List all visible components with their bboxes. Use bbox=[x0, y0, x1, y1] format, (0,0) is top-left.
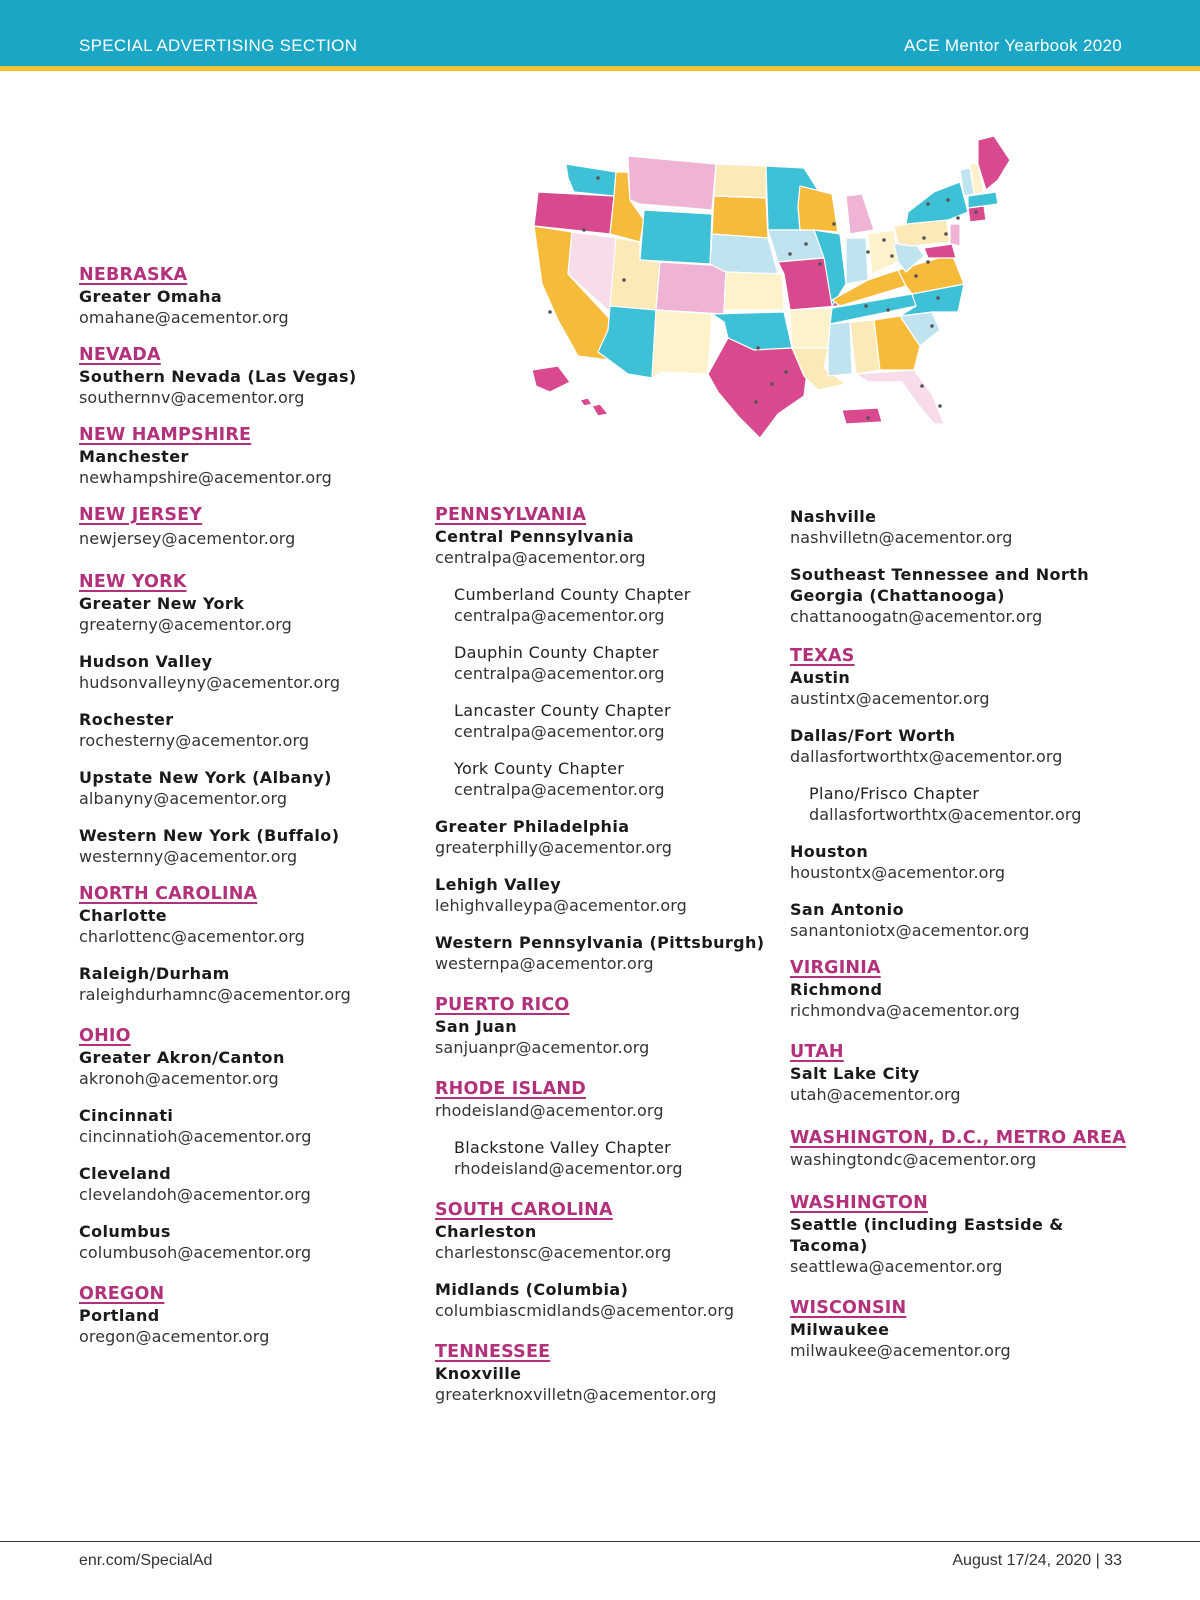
chapter-email[interactable]: charlottenc@acementor.org bbox=[79, 927, 305, 946]
chapter-email[interactable]: dallasfortworthtx@acementor.org bbox=[790, 747, 1063, 766]
chapter-name: Milwaukee bbox=[790, 1320, 890, 1339]
state-hi-1 bbox=[580, 398, 592, 406]
chapter-name: Houston bbox=[790, 842, 869, 861]
state-section-rhode-island bbox=[435, 1078, 780, 1121]
state-heading[interactable]: NORTH CAROLINA bbox=[79, 884, 258, 904]
state-wy bbox=[640, 210, 712, 264]
chapter-email[interactable]: sanjuanpr@acementor.org bbox=[435, 1038, 650, 1057]
chapter-name: Lancaster County Chapter bbox=[454, 701, 671, 720]
state-sd bbox=[712, 196, 768, 238]
chapter-entry bbox=[79, 709, 419, 751]
chapter-email[interactable]: utah@acementor.org bbox=[790, 1085, 961, 1104]
chapter-entry bbox=[79, 767, 419, 809]
sub-chapter-entry bbox=[435, 1137, 780, 1179]
page-header bbox=[0, 0, 1200, 66]
chapter-email[interactable]: dallasfortworthtx@acementor.org bbox=[809, 805, 1082, 824]
sub-chapter-entry bbox=[435, 700, 780, 742]
state-section-oregon bbox=[79, 1283, 419, 1347]
publication-title: ACE Mentor Yearbook 2020 bbox=[904, 36, 1122, 55]
state-wa bbox=[566, 164, 616, 196]
chapter-email[interactable]: washingtondc@acementor.org bbox=[790, 1150, 1037, 1169]
chapter-email[interactable]: richmondva@acementor.org bbox=[790, 1001, 1020, 1020]
state-hi-2 bbox=[592, 404, 608, 416]
chapter-entry bbox=[435, 816, 780, 858]
state-heading[interactable]: NEW HAMPSHIRE bbox=[79, 425, 252, 445]
state-heading[interactable]: PUERTO RICO bbox=[435, 995, 570, 1015]
chapter-email[interactable]: centralpa@acementor.org bbox=[454, 722, 665, 741]
state-heading[interactable]: RHODE ISLAND bbox=[435, 1079, 586, 1099]
chapter-name: Greater New York bbox=[79, 594, 245, 613]
state-heading[interactable]: TENNESSEE bbox=[435, 1342, 551, 1362]
state-mi bbox=[846, 194, 874, 234]
state-section-ohio bbox=[79, 1025, 419, 1089]
state-nd bbox=[714, 164, 766, 198]
chapter-email[interactable]: columbusoh@acementor.org bbox=[79, 1243, 312, 1262]
chapter-email[interactable]: rhodeisland@acementor.org bbox=[435, 1101, 664, 1120]
chapter-email[interactable]: lehighvalleypa@acementor.org bbox=[435, 896, 687, 915]
chapter-name: Knoxville bbox=[435, 1364, 522, 1383]
chapter-email[interactable]: houstontx@acementor.org bbox=[790, 863, 1006, 882]
state-heading[interactable]: NEW YORK bbox=[79, 572, 187, 592]
chapter-email[interactable]: seattlewa@acementor.org bbox=[790, 1257, 1003, 1276]
chapter-name: Plano/Frisco Chapter bbox=[809, 784, 980, 803]
chapter-email[interactable]: greaterphilly@acementor.org bbox=[435, 838, 673, 857]
chapter-entry bbox=[79, 963, 419, 1005]
directory-column-3 bbox=[790, 506, 1130, 1377]
directory-column-2 bbox=[435, 504, 780, 1421]
us-map-icon bbox=[528, 134, 1038, 450]
chapter-name: Cumberland County Chapter bbox=[454, 585, 691, 604]
state-heading[interactable]: PENNSYLVANIA bbox=[435, 505, 587, 525]
chapter-name: Rochester bbox=[79, 710, 174, 729]
chapter-email[interactable]: southernnv@acementor.org bbox=[79, 388, 305, 407]
chapter-entry bbox=[435, 932, 780, 974]
chapter-entry bbox=[790, 725, 1130, 767]
footer-url[interactable]: enr.com/SpecialAd bbox=[79, 1552, 213, 1569]
chapter-email[interactable]: cincinnatioh@acementor.org bbox=[79, 1127, 312, 1146]
state-section-new-york bbox=[79, 571, 419, 635]
state-section-nebraska bbox=[79, 264, 419, 328]
chapter-entry bbox=[79, 825, 419, 867]
chapter-email[interactable]: charlestonsc@acementor.org bbox=[435, 1243, 672, 1262]
sub-chapter-entry bbox=[790, 783, 1130, 825]
chapter-email[interactable]: centralpa@acementor.org bbox=[454, 780, 665, 799]
state-section-virginia bbox=[790, 957, 1130, 1021]
chapter-name: Columbus bbox=[79, 1222, 171, 1241]
state-section-texas bbox=[790, 645, 1130, 709]
state-section-dc bbox=[790, 1127, 1130, 1170]
chapter-entry bbox=[79, 1221, 419, 1263]
chapter-email[interactable]: albanyny@acementor.org bbox=[79, 789, 288, 808]
chapter-name: Seattle (including Eastside & Tacoma) bbox=[790, 1215, 1064, 1255]
chapter-entry bbox=[790, 506, 1130, 548]
chapter-email[interactable]: chattanoogatn@acementor.org bbox=[790, 607, 1043, 626]
state-heading[interactable]: WASHINGTON, D.C., METRO AREA bbox=[790, 1128, 1126, 1148]
chapter-name: San Juan bbox=[435, 1017, 518, 1036]
chapter-entry bbox=[790, 841, 1130, 883]
state-heading[interactable]: WISCONSIN bbox=[790, 1298, 907, 1318]
chapter-email[interactable]: centralpa@acementor.org bbox=[435, 548, 646, 567]
sub-chapter-entry bbox=[435, 758, 780, 800]
chapter-name: Midlands (Columbia) bbox=[435, 1280, 629, 1299]
chapter-name: Nashville bbox=[790, 507, 877, 526]
sub-chapter-entry bbox=[435, 642, 780, 684]
state-co bbox=[656, 262, 726, 314]
state-in bbox=[846, 238, 868, 284]
chapter-email[interactable]: sanantoniotx@acementor.org bbox=[790, 921, 1030, 940]
chapter-email[interactable]: greaterknoxvilletn@acementor.org bbox=[435, 1385, 717, 1404]
state-ar bbox=[790, 308, 832, 348]
state-heading[interactable]: OHIO bbox=[79, 1026, 131, 1046]
chapter-name: Richmond bbox=[790, 980, 883, 999]
state-section-pennsylvania bbox=[435, 504, 780, 568]
state-nm bbox=[652, 310, 712, 378]
state-heading[interactable]: UTAH bbox=[790, 1042, 844, 1062]
chapter-email[interactable]: centralpa@acementor.org bbox=[454, 664, 665, 683]
chapter-name: Raleigh/Durham bbox=[79, 964, 230, 983]
chapter-email[interactable]: milwaukee@acementor.org bbox=[790, 1341, 1011, 1360]
state-heading[interactable]: SOUTH CAROLINA bbox=[435, 1200, 613, 1220]
chapter-name: Southeast Tennessee and North Georgia (Chattanooga) bbox=[790, 565, 1090, 605]
chapter-name: Charleston bbox=[435, 1222, 537, 1241]
sub-chapter-entry bbox=[435, 584, 780, 626]
state-section-washington bbox=[790, 1192, 1130, 1277]
state-mt bbox=[628, 156, 716, 210]
chapter-email[interactable]: rhodeisland@acementor.org bbox=[454, 1159, 683, 1178]
state-pr bbox=[842, 408, 882, 424]
us-map-image bbox=[528, 134, 1038, 450]
chapter-email[interactable]: newjersey@acementor.org bbox=[79, 529, 296, 548]
state-heading[interactable]: NEBRASKA bbox=[79, 265, 188, 285]
chapter-entry bbox=[435, 1279, 780, 1321]
chapter-name: Cleveland bbox=[79, 1164, 172, 1183]
state-nj bbox=[950, 224, 960, 246]
chapter-name: Charlotte bbox=[79, 906, 168, 925]
chapter-name: Hudson Valley bbox=[79, 652, 213, 671]
state-ne bbox=[710, 234, 778, 274]
state-section-new-hampshire bbox=[79, 424, 419, 488]
chapter-entry bbox=[790, 899, 1130, 941]
chapter-entry bbox=[790, 564, 1130, 627]
chapter-name: Central Pennsylvania bbox=[435, 527, 635, 546]
state-section-tennessee bbox=[435, 1341, 780, 1405]
chapter-name: Lehigh Valley bbox=[435, 875, 562, 894]
chapter-name: Austin bbox=[790, 668, 851, 687]
chapter-email[interactable]: westernpa@acementor.org bbox=[435, 954, 654, 973]
state-tx bbox=[708, 338, 808, 438]
chapter-name: Greater Omaha bbox=[79, 287, 223, 306]
chapter-email[interactable]: nashvilletn@acementor.org bbox=[790, 528, 1013, 547]
state-section-nevada bbox=[79, 344, 419, 408]
chapter-entry bbox=[79, 651, 419, 693]
state-me bbox=[978, 136, 1010, 190]
state-section-new-jersey bbox=[79, 504, 419, 549]
chapter-name: Upstate New York (Albany) bbox=[79, 768, 332, 787]
chapter-name: Western Pennsylvania (Pittsburgh) bbox=[435, 933, 765, 952]
state-heading[interactable]: NEVADA bbox=[79, 345, 161, 365]
chapter-name: Dauphin County Chapter bbox=[454, 643, 659, 662]
chapter-email[interactable]: akronoh@acementor.org bbox=[79, 1069, 279, 1088]
state-section-wisconsin bbox=[790, 1297, 1130, 1361]
chapter-email[interactable]: westernny@acementor.org bbox=[79, 847, 298, 866]
chapter-name: San Antonio bbox=[790, 900, 904, 919]
chapter-name: York County Chapter bbox=[454, 759, 625, 778]
chapter-name: Salt Lake City bbox=[790, 1064, 920, 1083]
state-heading[interactable]: OREGON bbox=[79, 1284, 165, 1304]
chapter-email[interactable]: clevelandoh@acementor.org bbox=[79, 1185, 311, 1204]
chapter-email[interactable]: oregon@acementor.org bbox=[79, 1327, 270, 1346]
state-heading[interactable]: NEW JERSEY bbox=[79, 505, 203, 525]
chapter-entry bbox=[79, 1163, 419, 1205]
chapter-email[interactable]: columbiascmidlands@acementor.org bbox=[435, 1301, 735, 1320]
chapter-name: Southern Nevada (Las Vegas) bbox=[79, 367, 357, 386]
chapter-entry bbox=[435, 874, 780, 916]
footer-date-page: August 17/24, 2020 | 33 bbox=[952, 1552, 1122, 1569]
state-wi bbox=[798, 186, 838, 232]
state-ms bbox=[828, 322, 852, 376]
state-section-puerto-rico bbox=[435, 994, 780, 1058]
state-heading[interactable]: TEXAS bbox=[790, 646, 855, 666]
state-section-south-carolina bbox=[435, 1199, 780, 1263]
state-ks bbox=[724, 272, 784, 310]
state-ak bbox=[532, 366, 570, 392]
chapter-email[interactable]: raleighdurhamnc@acementor.org bbox=[79, 985, 351, 1004]
chapter-name: Dallas/Fort Worth bbox=[790, 726, 956, 745]
chapter-entry bbox=[79, 1105, 419, 1147]
state-oh bbox=[868, 230, 898, 274]
chapter-email[interactable]: omahane@acementor.org bbox=[79, 308, 289, 327]
chapter-name: Greater Philadelphia bbox=[435, 817, 630, 836]
header-divider bbox=[0, 66, 1200, 71]
state-md bbox=[924, 244, 956, 258]
chapter-name: Manchester bbox=[79, 447, 189, 466]
footer-divider bbox=[0, 1541, 1200, 1542]
state-heading[interactable]: VIRGINIA bbox=[790, 958, 881, 978]
state-section-north-carolina bbox=[79, 883, 419, 947]
directory-column-1 bbox=[79, 264, 419, 1363]
chapter-email[interactable]: rochesterny@acementor.org bbox=[79, 731, 310, 750]
chapter-name: Portland bbox=[79, 1306, 160, 1325]
chapter-email[interactable]: hudsonvalleyny@acementor.org bbox=[79, 673, 341, 692]
chapter-name: Greater Akron/Canton bbox=[79, 1048, 285, 1067]
state-section-utah bbox=[790, 1041, 1130, 1105]
state-heading[interactable]: WASHINGTON bbox=[790, 1193, 928, 1213]
chapter-name: Cincinnati bbox=[79, 1106, 174, 1125]
chapter-email[interactable]: greaterny@acementor.org bbox=[79, 615, 292, 634]
chapter-name: Western New York (Buffalo) bbox=[79, 826, 340, 845]
chapter-email[interactable]: austintx@acementor.org bbox=[790, 689, 990, 708]
section-label: SPECIAL ADVERTISING SECTION bbox=[79, 36, 358, 55]
chapter-email[interactable]: centralpa@acementor.org bbox=[454, 606, 665, 625]
chapter-name: Blackstone Valley Chapter bbox=[454, 1138, 672, 1157]
state-ct bbox=[968, 206, 986, 222]
chapter-email[interactable]: newhampshire@acementor.org bbox=[79, 468, 332, 487]
